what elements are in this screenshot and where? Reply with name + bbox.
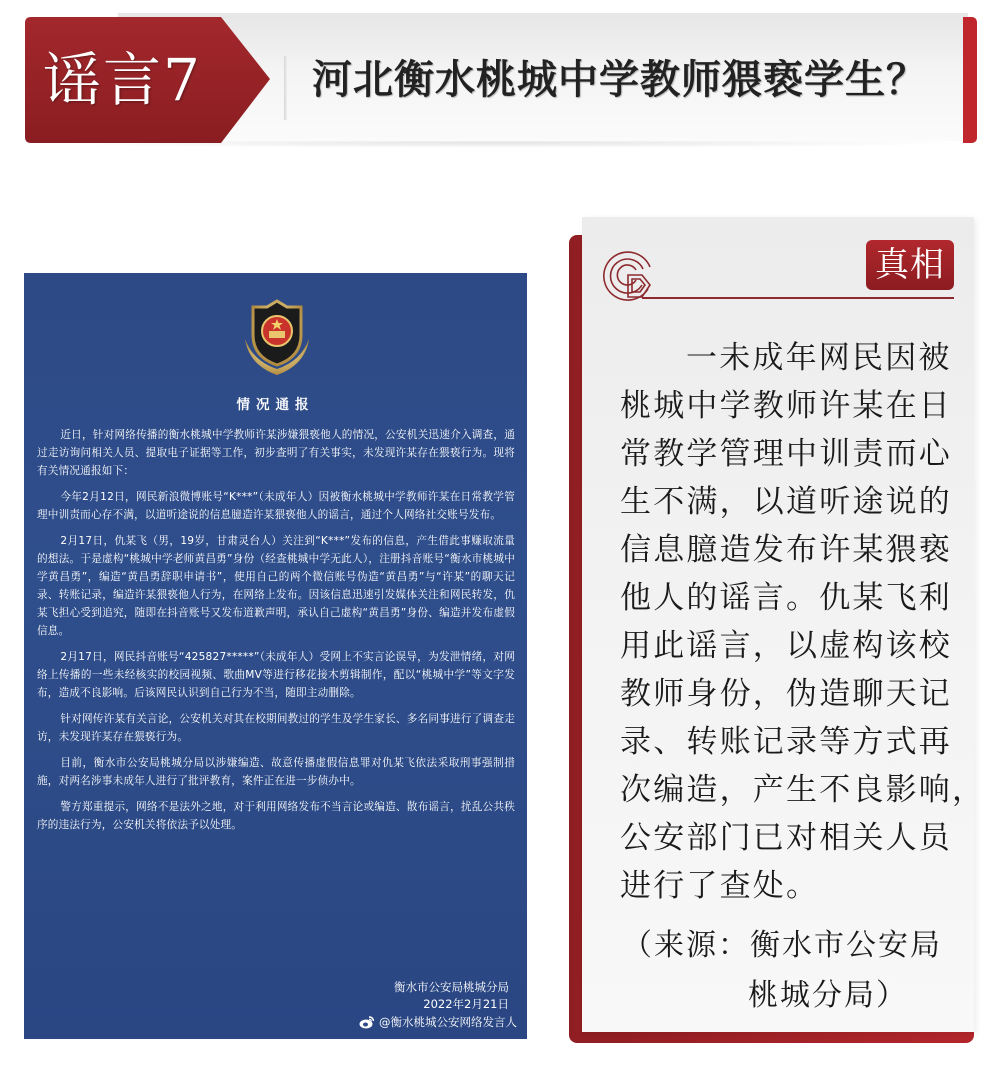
notice-paragraph: 目前，衡水市公安局桃城分局以涉嫌编造、故意传播虚假信息罪对仇某飞依法采取刑事强制措施，对两名涉事未成年人进行了批评教育，案件正在进一步侦办中。: [37, 757, 515, 787]
truth-body: [620, 334, 986, 910]
truth-source-line2: 桃城分局）: [748, 978, 908, 1013]
truth-source-line1: （来源：衡水市公安局: [622, 928, 942, 963]
weibo-watermark: [359, 1015, 517, 1029]
truth-line: 生不满，以道听途说的: [620, 484, 952, 520]
police-emblem-icon: [239, 299, 315, 377]
target-arrow-icon: [598, 245, 658, 305]
truth-line: 常教学管理中训责而心: [620, 436, 952, 472]
police-notice-image: [24, 273, 527, 1039]
weibo-icon: [359, 1015, 375, 1029]
notice-body: [37, 426, 515, 842]
notice-paragraph: 近日，针对网络传播的衡水桃城中学教师许某涉嫌猥亵他人的情况，公安机关迅速介入调查，通过走访询问相关人员、提取电子证据等工作，初步查明了有关事实，未发现许某存在猥亵行为。现将有关情况通报如下：: [37, 429, 515, 477]
notice-paragraph: 警方郑重提示，网络不是法外之地，对于利用网络发布不当言论或编造、散布谣言，扰乱公共秩序的违法行为，公安机关将依法予以处理。: [37, 801, 515, 831]
truth-line: 进行了查处。: [620, 868, 820, 904]
truth-line: 桃城中学教师许某在日: [620, 388, 952, 424]
weibo-handle: @衡水桃城公安网络发言人: [379, 1015, 517, 1029]
notice-date: 2022年2月21日: [423, 997, 509, 1011]
notice-title: 情况通报: [236, 397, 315, 413]
truth-line: 他人的谣言。仇某飞利: [620, 580, 952, 616]
rumor-title: 河北衡水桃城中学教师猥亵学生？: [312, 56, 927, 103]
truth-line: 教师身份，伪造聊天记: [620, 676, 952, 712]
truth-line: 公安部门已对相关人员: [620, 820, 952, 856]
rumor-tag: [25, 17, 270, 143]
notice-signature: 衡水市公安局桃城分局: [394, 980, 509, 994]
rumor-tag-label: 谣言7: [43, 46, 202, 114]
truth-line: 信息臆造发布许某猥亵: [620, 532, 952, 568]
banner-divider: [284, 56, 287, 120]
notice-paragraph: 今年2月12日，网民新浪微博账号“K***”（未成年人）因被衡水桃城中学教师许某在日常教学管理中训责而心存不满，以道听途说的信息臆造许某猥亵他人的谣言，通过个人网络社交账号发布。: [37, 491, 515, 521]
notice-paragraph: 针对网传许某有关言论，公安机关对其在校期间教过的学生及学生家长、多名同事进行了调查走访，未发现许某存在猥亵行为。: [37, 713, 515, 743]
truth-line: 录、转账记录等方式再: [620, 724, 952, 760]
truth-source: [622, 921, 952, 1021]
banner-right-accent: [963, 17, 977, 143]
truth-line: 一未成年网民因被: [686, 340, 952, 376]
notice-paragraph: 2月17日，网民抖音账号“425827*****”（未成年人）受网上不实言论误导，为发泄情绪，对网络上传播的一些未经核实的校园视频、歌曲MV等进行移花接木剪辑制作，配以“桃城中学”等文字发布，造成不良影响。后该网民认识到自己行为不当，随即主动删除。: [37, 651, 515, 699]
truth-line: 次编造，产生不良影响，: [620, 772, 986, 808]
notice-signature-block: [394, 979, 509, 1013]
truth-line: 用此谣言，以虚构该校: [620, 628, 952, 664]
notice-paragraph: 2月17日，仇某飞（男，19岁，甘肃灵台人）关注到“K***”发布的信息，产生借此事赚取流量的想法。于是虚构“桃城中学老师黄昌勇”身份（经查桃城中学无此人），注册抖音账号“衡水市桃城中学黄昌勇”，编造“黄昌勇辞职申请书”，使用自己的两个微信账号伪造“黄昌勇”与“许某”的聊天记录、转账记录，编造许某猥亵他人行为，在网络上发布。因该信息迅速引发媒体关注和网民转发，仇某飞担心受到追究，随即在抖音账号又发布道歉声明，承认自己虚构“黄昌勇”身份、编造并发布虚假信息。: [37, 535, 515, 637]
truth-badge: 真相: [866, 240, 954, 290]
truth-header-divider: [642, 297, 954, 299]
